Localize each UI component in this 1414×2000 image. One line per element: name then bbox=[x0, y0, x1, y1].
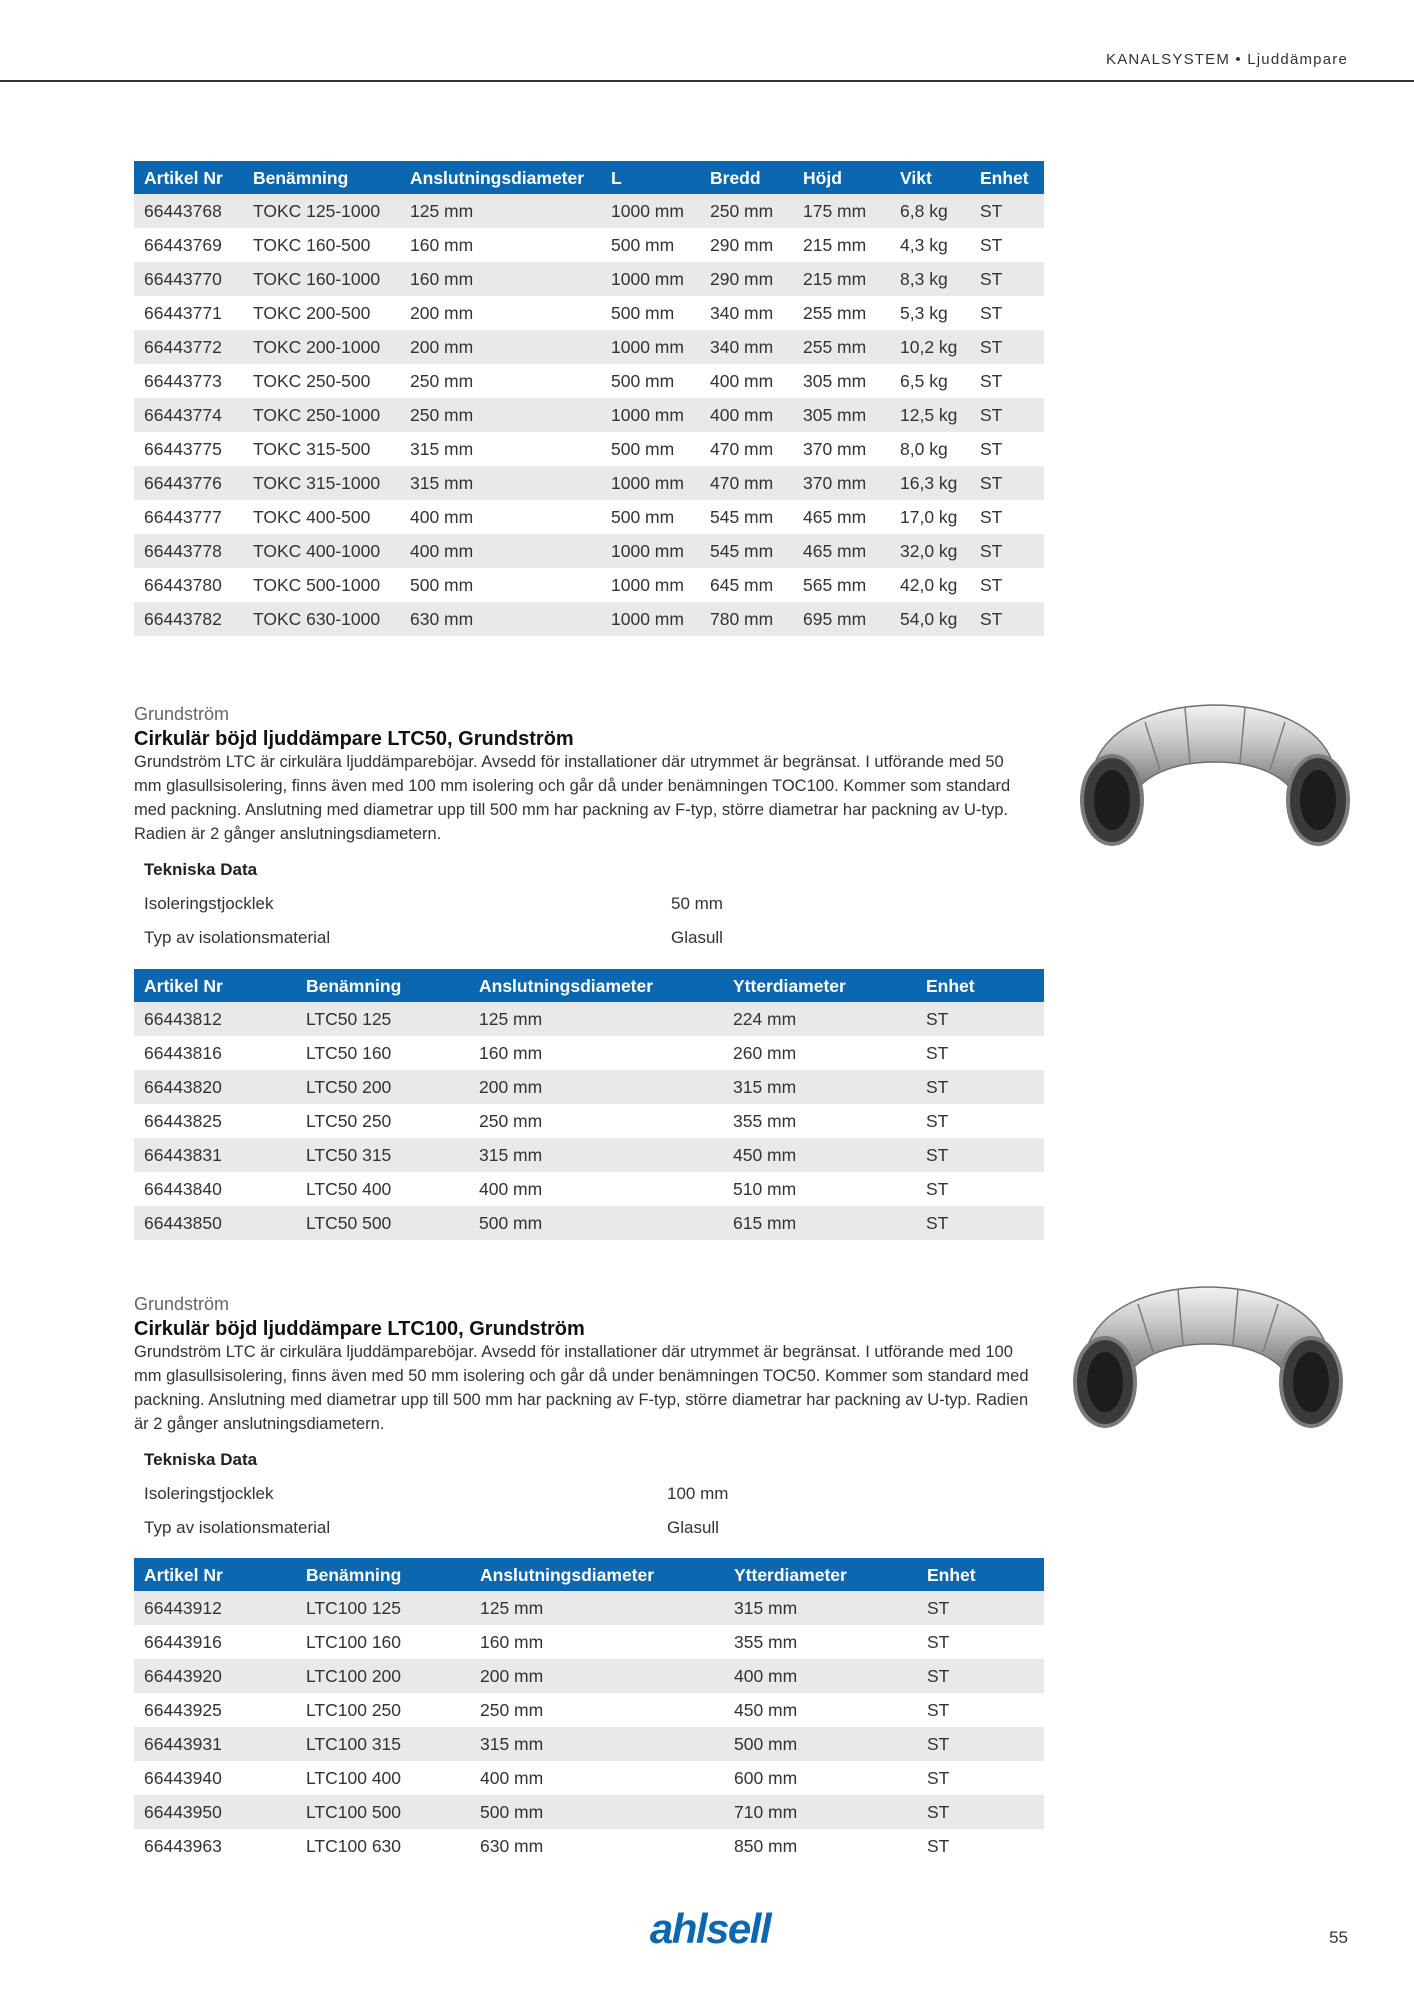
table-cell: ST bbox=[917, 1591, 1044, 1625]
table-cell: LTC100 630 bbox=[296, 1829, 470, 1863]
table-cell: 160 mm bbox=[400, 228, 601, 262]
table-cell: 400 mm bbox=[700, 398, 793, 432]
table-cell: ST bbox=[916, 1002, 1044, 1036]
table-cell: ST bbox=[917, 1761, 1044, 1795]
table-row bbox=[134, 466, 1044, 500]
table-row bbox=[134, 364, 1044, 398]
page-number: 55 bbox=[1329, 1928, 1348, 1947]
table-cell: 500 mm bbox=[469, 1206, 723, 1240]
table-cell: ST bbox=[970, 364, 1044, 398]
table-cell: TOKC 315-1000 bbox=[243, 466, 400, 500]
table-cell: 470 mm bbox=[700, 432, 793, 466]
logo-text: ahlsell bbox=[649, 1905, 771, 1952]
table-cell: TOKC 200-1000 bbox=[243, 330, 400, 364]
table-cell: 250 mm bbox=[400, 364, 601, 398]
column-header: Anslutningsdiameter bbox=[400, 161, 601, 194]
table-row bbox=[134, 568, 1044, 602]
table-row bbox=[134, 330, 1044, 364]
table-cell: 250 mm bbox=[469, 1104, 723, 1138]
table-cell: 500 mm bbox=[601, 364, 700, 398]
table-row bbox=[134, 1591, 1044, 1625]
table-cell: ST bbox=[970, 330, 1044, 364]
table-row bbox=[134, 1659, 1044, 1693]
table-cell: ST bbox=[970, 398, 1044, 432]
table-cell: 400 mm bbox=[400, 500, 601, 534]
table-cell: 175 mm bbox=[793, 194, 890, 228]
column-header: Benämning bbox=[243, 161, 400, 194]
table-cell: 66443850 bbox=[134, 1206, 296, 1240]
table-cell: 66443931 bbox=[134, 1727, 296, 1761]
table-cell: 66443768 bbox=[134, 194, 243, 228]
table-row bbox=[134, 500, 1044, 534]
table-cell: 125 mm bbox=[470, 1591, 724, 1625]
header-divider bbox=[0, 80, 1414, 82]
table-cell: 66443940 bbox=[134, 1761, 296, 1795]
table-row bbox=[134, 602, 1044, 636]
table-cell: ST bbox=[917, 1795, 1044, 1829]
table-cell: 66443950 bbox=[134, 1795, 296, 1829]
table-cell: 315 mm bbox=[470, 1727, 724, 1761]
table-cell: ST bbox=[970, 262, 1044, 296]
tech-label: Isoleringstjocklek bbox=[144, 894, 274, 913]
table-row bbox=[134, 534, 1044, 568]
table-row bbox=[134, 1002, 1044, 1036]
table-cell: LTC100 400 bbox=[296, 1761, 470, 1795]
table-cell: 8,0 kg bbox=[890, 432, 970, 466]
table-cell: ST bbox=[970, 500, 1044, 534]
table-cell: 66443912 bbox=[134, 1591, 296, 1625]
table-cell: TOKC 630-1000 bbox=[243, 602, 400, 636]
table-cell: ST bbox=[917, 1659, 1044, 1693]
ltc50-table bbox=[134, 969, 1044, 1240]
table-cell: 780 mm bbox=[700, 602, 793, 636]
table-header-row bbox=[134, 1558, 1044, 1591]
table-cell: TOKC 315-500 bbox=[243, 432, 400, 466]
table-cell: TOKC 400-1000 bbox=[243, 534, 400, 568]
column-header: Enhet bbox=[917, 1558, 1044, 1591]
table-cell: 66443782 bbox=[134, 602, 243, 636]
table-cell: 710 mm bbox=[724, 1795, 917, 1829]
tech-label: Typ av isolationsmaterial bbox=[144, 1518, 331, 1537]
table-cell: ST bbox=[917, 1829, 1044, 1863]
ltc100-table bbox=[134, 1558, 1044, 1863]
table-cell: 260 mm bbox=[723, 1036, 916, 1070]
table-cell: 125 mm bbox=[469, 1002, 723, 1036]
table-cell: 305 mm bbox=[793, 398, 890, 432]
table-cell: 66443825 bbox=[134, 1104, 296, 1138]
table-cell: 66443820 bbox=[134, 1070, 296, 1104]
table-cell: TOKC 200-500 bbox=[243, 296, 400, 330]
table-cell: 1000 mm bbox=[601, 262, 700, 296]
table-cell: 850 mm bbox=[724, 1829, 917, 1863]
table-row bbox=[134, 1172, 1044, 1206]
table-cell: 315 mm bbox=[724, 1591, 917, 1625]
table-cell: 315 mm bbox=[400, 466, 601, 500]
table-cell: ST bbox=[970, 466, 1044, 500]
table-cell: 250 mm bbox=[700, 194, 793, 228]
table-row bbox=[134, 1761, 1044, 1795]
table-cell: 66443769 bbox=[134, 228, 243, 262]
table-cell: 470 mm bbox=[700, 466, 793, 500]
table-cell: 66443831 bbox=[134, 1138, 296, 1172]
table-cell: 66443776 bbox=[134, 466, 243, 500]
table-cell: 370 mm bbox=[793, 432, 890, 466]
table-cell: 160 mm bbox=[470, 1625, 724, 1659]
table-cell: 250 mm bbox=[470, 1693, 724, 1727]
table-cell: 54,0 kg bbox=[890, 602, 970, 636]
table-cell: 66443775 bbox=[134, 432, 243, 466]
table-cell: 290 mm bbox=[700, 262, 793, 296]
table-cell: 215 mm bbox=[793, 262, 890, 296]
section-description: Grundström LTC är cirkulära ljuddämpareböjar. Avsedd för installationer där utrymmet är begränsat. I utförande med 100 mm glasullsisolering, finns även med 50 mm isolering och går då under benämningen TOC50. Kommer som standard med packning. Anslutning med diametrar upp till 500 mm har packning av F-typ, större diametrar har packning av U-typ. Radien är 2 gånger anslutningsdiametern. bbox=[134, 1343, 1029, 1433]
table-cell: 400 mm bbox=[470, 1761, 724, 1795]
table-cell: 160 mm bbox=[400, 262, 601, 296]
table-row bbox=[134, 194, 1044, 228]
column-header: Anslutningsdiameter bbox=[470, 1558, 724, 1591]
table-cell: LTC100 125 bbox=[296, 1591, 470, 1625]
table-cell: LTC100 315 bbox=[296, 1727, 470, 1761]
table-cell: 160 mm bbox=[469, 1036, 723, 1070]
table-cell: 450 mm bbox=[724, 1693, 917, 1727]
table-row bbox=[134, 1036, 1044, 1070]
table-cell: ST bbox=[970, 228, 1044, 262]
table-cell: 465 mm bbox=[793, 534, 890, 568]
table-row bbox=[134, 228, 1044, 262]
table-cell: LTC50 500 bbox=[296, 1206, 469, 1240]
table-cell: 200 mm bbox=[400, 330, 601, 364]
table-cell: LTC50 160 bbox=[296, 1036, 469, 1070]
table-row bbox=[134, 262, 1044, 296]
table-cell: 42,0 kg bbox=[890, 568, 970, 602]
table-cell: 66443771 bbox=[134, 296, 243, 330]
table-cell: 400 mm bbox=[400, 534, 601, 568]
ahlsell-logo bbox=[630, 1900, 790, 1960]
tech-value: 100 mm bbox=[667, 1484, 729, 1503]
table-cell: ST bbox=[917, 1625, 1044, 1659]
table-cell: 465 mm bbox=[793, 500, 890, 534]
column-header: Artikel Nr bbox=[134, 161, 243, 194]
table-cell: 315 mm bbox=[400, 432, 601, 466]
table-cell: 500 mm bbox=[400, 568, 601, 602]
table-cell: 66443778 bbox=[134, 534, 243, 568]
tech-label: Isoleringstjocklek bbox=[144, 1484, 274, 1503]
table-cell: 66443920 bbox=[134, 1659, 296, 1693]
column-header: Artikel Nr bbox=[134, 1558, 296, 1591]
table-cell: 6,5 kg bbox=[890, 364, 970, 398]
table-cell: 66443816 bbox=[134, 1036, 296, 1070]
brand-label: Grundström bbox=[134, 704, 230, 724]
column-header: Enhet bbox=[916, 969, 1044, 1002]
tech-data-title: Tekniska Data bbox=[144, 860, 258, 879]
table-cell: 400 mm bbox=[724, 1659, 917, 1693]
table-cell: ST bbox=[916, 1206, 1044, 1240]
table-cell: 200 mm bbox=[470, 1659, 724, 1693]
tech-data-title: Tekniska Data bbox=[144, 1450, 258, 1469]
table-cell: ST bbox=[917, 1727, 1044, 1761]
table-cell: 66443773 bbox=[134, 364, 243, 398]
table-cell: 10,2 kg bbox=[890, 330, 970, 364]
table-cell: ST bbox=[970, 534, 1044, 568]
table-row bbox=[134, 1070, 1044, 1104]
table-cell: 695 mm bbox=[793, 602, 890, 636]
table-cell: 290 mm bbox=[700, 228, 793, 262]
table-cell: LTC100 160 bbox=[296, 1625, 470, 1659]
table-cell: ST bbox=[970, 602, 1044, 636]
table-cell: 200 mm bbox=[469, 1070, 723, 1104]
table-cell: TOKC 500-1000 bbox=[243, 568, 400, 602]
column-header: Artikel Nr bbox=[134, 969, 296, 1002]
table-cell: LTC100 500 bbox=[296, 1795, 470, 1829]
table-cell: 200 mm bbox=[400, 296, 601, 330]
column-header: Ytterdiameter bbox=[724, 1558, 917, 1591]
table-cell: LTC50 125 bbox=[296, 1002, 469, 1036]
table-cell: 125 mm bbox=[400, 194, 601, 228]
table-cell: LTC100 200 bbox=[296, 1659, 470, 1693]
section-title: Cirkulär böjd ljuddämpare LTC50, Grundström bbox=[134, 728, 574, 750]
table-cell: 545 mm bbox=[700, 534, 793, 568]
table-cell: 8,3 kg bbox=[890, 262, 970, 296]
table-cell: TOKC 250-1000 bbox=[243, 398, 400, 432]
table-cell: 66443774 bbox=[134, 398, 243, 432]
table-cell: 66443780 bbox=[134, 568, 243, 602]
table-row bbox=[134, 398, 1044, 432]
section-title: Cirkulär böjd ljuddämpare LTC100, Grundström bbox=[134, 1318, 585, 1340]
table-cell: 630 mm bbox=[470, 1829, 724, 1863]
table-row bbox=[134, 1795, 1044, 1829]
tech-value: Glasull bbox=[667, 1518, 719, 1537]
table-cell: 355 mm bbox=[723, 1104, 916, 1138]
table-cell: 255 mm bbox=[793, 330, 890, 364]
table-row bbox=[134, 1138, 1044, 1172]
tech-value: 50 mm bbox=[671, 894, 723, 913]
table-cell: 500 mm bbox=[470, 1795, 724, 1829]
table-cell: ST bbox=[970, 432, 1044, 466]
table-row bbox=[134, 1206, 1044, 1240]
table-row bbox=[134, 1104, 1044, 1138]
table-cell: ST bbox=[917, 1693, 1044, 1727]
table-cell: 340 mm bbox=[700, 330, 793, 364]
table-cell: 66443812 bbox=[134, 1002, 296, 1036]
column-header: Anslutningsdiameter bbox=[469, 969, 723, 1002]
table-cell: 1000 mm bbox=[601, 194, 700, 228]
column-header: Benämning bbox=[296, 1558, 470, 1591]
column-header: Vikt bbox=[890, 161, 970, 194]
tech-value: Glasull bbox=[671, 928, 723, 947]
table-cell: 450 mm bbox=[723, 1138, 916, 1172]
ltc100-bend-image bbox=[1068, 1282, 1343, 1432]
brand-label: Grundström bbox=[134, 1294, 230, 1314]
table-cell: 4,3 kg bbox=[890, 228, 970, 262]
running-header: KANALSYSTEM • Ljuddämpare bbox=[1105, 51, 1348, 68]
table-cell: LTC50 315 bbox=[296, 1138, 469, 1172]
table-cell: 340 mm bbox=[700, 296, 793, 330]
table-cell: ST bbox=[970, 568, 1044, 602]
column-header: Enhet bbox=[970, 161, 1044, 194]
table-cell: TOKC 250-500 bbox=[243, 364, 400, 398]
table-cell: LTC50 400 bbox=[296, 1172, 469, 1206]
table-cell: 66443777 bbox=[134, 500, 243, 534]
table-cell: 400 mm bbox=[700, 364, 793, 398]
column-header: Benämning bbox=[296, 969, 469, 1002]
table-cell: 500 mm bbox=[601, 296, 700, 330]
table-cell: ST bbox=[970, 194, 1044, 228]
table-cell: 5,3 kg bbox=[890, 296, 970, 330]
column-header: Bredd bbox=[700, 161, 793, 194]
section-description: Grundström LTC är cirkulära ljuddämpareböjar. Avsedd för installationer där utrymmet är begränsat. I utförande med 50 mm glasullsisolering, finns även med 100 mm isolering och går då under benämningen TOC100. Kommer som standard med packning. Anslutning med diametrar upp till 500 mm har packning av F-typ, större diametrar har packning av U-typ. Radien är 2 gånger anslutningsdiametern. bbox=[134, 753, 1011, 843]
table-cell: ST bbox=[916, 1070, 1044, 1104]
table-cell: 645 mm bbox=[700, 568, 793, 602]
table-cell: LTC100 250 bbox=[296, 1693, 470, 1727]
table-cell: 66443925 bbox=[134, 1693, 296, 1727]
table-header-row bbox=[134, 969, 1044, 1002]
column-header: L bbox=[601, 161, 700, 194]
table-cell: TOKC 125-1000 bbox=[243, 194, 400, 228]
table-cell: 224 mm bbox=[723, 1002, 916, 1036]
table-row bbox=[134, 1829, 1044, 1863]
table-cell: 1000 mm bbox=[601, 602, 700, 636]
table-cell: 6,8 kg bbox=[890, 194, 970, 228]
table-row bbox=[134, 1693, 1044, 1727]
table-cell: 66443772 bbox=[134, 330, 243, 364]
tech-label: Typ av isolationsmaterial bbox=[144, 928, 331, 947]
table-cell: 1000 mm bbox=[601, 398, 700, 432]
table-cell: 500 mm bbox=[724, 1727, 917, 1761]
table-cell: 615 mm bbox=[723, 1206, 916, 1240]
table-cell: 370 mm bbox=[793, 466, 890, 500]
table-cell: 12,5 kg bbox=[890, 398, 970, 432]
table-cell: 1000 mm bbox=[601, 330, 700, 364]
column-header: Ytterdiameter bbox=[723, 969, 916, 1002]
ltc50-bend-image bbox=[1075, 700, 1350, 850]
table-cell: 17,0 kg bbox=[890, 500, 970, 534]
table-cell: 355 mm bbox=[724, 1625, 917, 1659]
table-cell: 66443916 bbox=[134, 1625, 296, 1659]
table-cell: 1000 mm bbox=[601, 534, 700, 568]
table-row bbox=[134, 432, 1044, 466]
table-cell: LTC50 250 bbox=[296, 1104, 469, 1138]
table-cell: 305 mm bbox=[793, 364, 890, 398]
table-cell: TOKC 160-1000 bbox=[243, 262, 400, 296]
table-cell: ST bbox=[916, 1036, 1044, 1070]
table-cell: TOKC 160-500 bbox=[243, 228, 400, 262]
table-cell: 545 mm bbox=[700, 500, 793, 534]
table-cell: ST bbox=[970, 296, 1044, 330]
table-cell: 250 mm bbox=[400, 398, 601, 432]
table-cell: 510 mm bbox=[723, 1172, 916, 1206]
tokc-table bbox=[134, 161, 1044, 636]
table-cell: 215 mm bbox=[793, 228, 890, 262]
table-cell: 32,0 kg bbox=[890, 534, 970, 568]
table-cell: 1000 mm bbox=[601, 568, 700, 602]
table-cell: 600 mm bbox=[724, 1761, 917, 1795]
table-cell: 16,3 kg bbox=[890, 466, 970, 500]
table-cell: 66443963 bbox=[134, 1829, 296, 1863]
table-cell: ST bbox=[916, 1104, 1044, 1138]
table-row bbox=[134, 296, 1044, 330]
table-row bbox=[134, 1625, 1044, 1659]
table-cell: 500 mm bbox=[601, 228, 700, 262]
table-cell: 400 mm bbox=[469, 1172, 723, 1206]
table-cell: 500 mm bbox=[601, 500, 700, 534]
table-cell: 315 mm bbox=[723, 1070, 916, 1104]
table-cell: 66443840 bbox=[134, 1172, 296, 1206]
table-cell: 565 mm bbox=[793, 568, 890, 602]
table-cell: TOKC 400-500 bbox=[243, 500, 400, 534]
column-header: Höjd bbox=[793, 161, 890, 194]
table-cell: 315 mm bbox=[469, 1138, 723, 1172]
table-cell: ST bbox=[916, 1172, 1044, 1206]
table-cell: ST bbox=[916, 1138, 1044, 1172]
table-cell: 255 mm bbox=[793, 296, 890, 330]
table-cell: 1000 mm bbox=[601, 466, 700, 500]
table-cell: 500 mm bbox=[601, 432, 700, 466]
table-row bbox=[134, 1727, 1044, 1761]
table-cell: 630 mm bbox=[400, 602, 601, 636]
table-cell: 66443770 bbox=[134, 262, 243, 296]
table-header-row bbox=[134, 161, 1044, 194]
table-cell: LTC50 200 bbox=[296, 1070, 469, 1104]
